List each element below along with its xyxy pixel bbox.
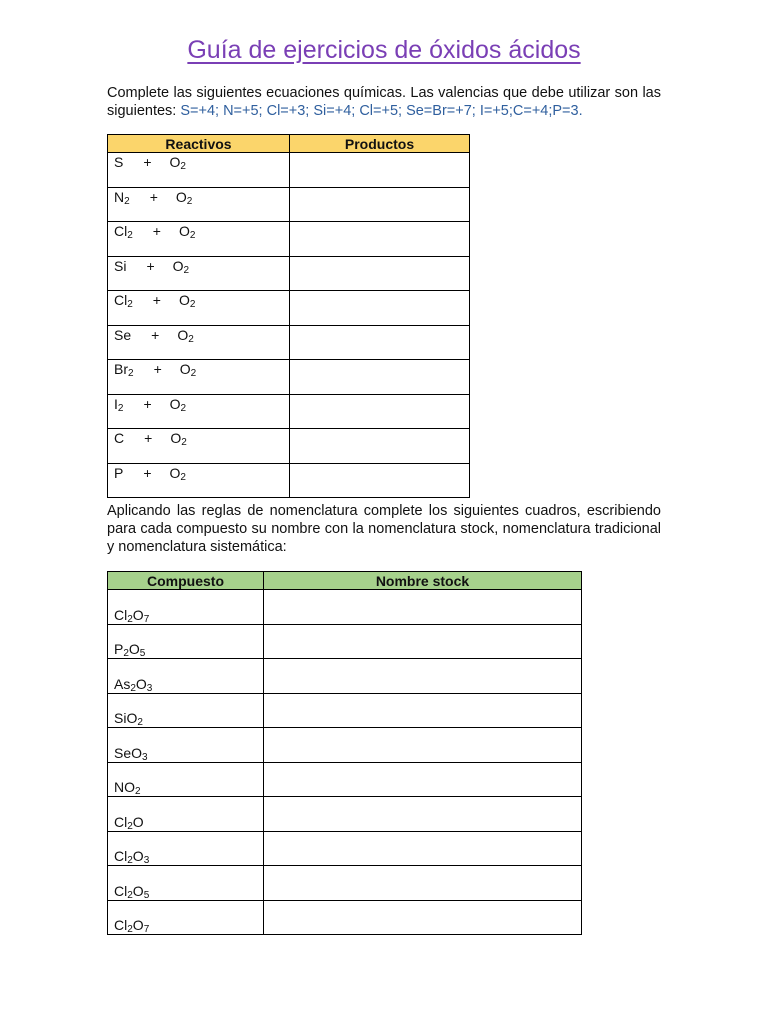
stock-name-answer-cell[interactable] bbox=[264, 866, 582, 901]
oxygen-subscript: 2 bbox=[188, 333, 194, 345]
reactant-element: I bbox=[114, 395, 118, 412]
formula-subscript: 7 bbox=[143, 613, 150, 625]
intro-paragraph bbox=[107, 84, 661, 120]
stock-name-answer-cell[interactable] bbox=[264, 762, 582, 797]
stock-name-answer-cell[interactable] bbox=[264, 659, 582, 694]
compound-row bbox=[108, 797, 582, 832]
formula-part: O bbox=[132, 882, 144, 899]
formula-part: Cl bbox=[114, 917, 128, 933]
compound-row bbox=[108, 590, 582, 625]
reactant-element: P bbox=[114, 464, 124, 481]
reactant-subscript: 2 bbox=[117, 402, 124, 414]
reaction-row bbox=[108, 394, 470, 429]
header-compuesto: Compuesto bbox=[108, 572, 264, 590]
plus-sign: + bbox=[153, 361, 162, 377]
plus-sign: + bbox=[149, 188, 158, 205]
compound-formula-cell bbox=[108, 693, 264, 728]
compound-row bbox=[108, 831, 582, 866]
formula-part: Cl bbox=[114, 882, 128, 899]
oxygen-element: O bbox=[179, 361, 191, 377]
stock-name-answer-cell[interactable] bbox=[264, 693, 582, 728]
oxygen-subscript: 2 bbox=[180, 161, 186, 172]
reactant-subscript: 2 bbox=[127, 230, 133, 241]
reaction-row bbox=[108, 360, 470, 395]
formula-subscript: 2 bbox=[127, 889, 133, 901]
product-answer-cell[interactable] bbox=[290, 222, 470, 257]
reactant-cell bbox=[108, 256, 290, 291]
reactant-element: Cl bbox=[114, 223, 128, 239]
formula-subscript: 2 bbox=[130, 682, 136, 694]
oxygen-subscript: 2 bbox=[189, 230, 196, 241]
oxygen-element: O bbox=[170, 430, 182, 446]
header-reactivos: Reactivos bbox=[108, 135, 290, 153]
product-answer-cell[interactable] bbox=[290, 394, 470, 429]
compound-formula-cell bbox=[108, 624, 264, 659]
formula-subscript: 7 bbox=[143, 924, 150, 935]
reactant-cell bbox=[108, 394, 290, 429]
formula-subscript: 2 bbox=[127, 924, 133, 935]
formula-part: O bbox=[132, 848, 144, 864]
product-answer-cell[interactable] bbox=[290, 291, 470, 326]
reactant-cell bbox=[108, 153, 290, 188]
compound-row bbox=[108, 659, 582, 694]
compound-formula-cell bbox=[108, 831, 264, 866]
formula-subscript: 2 bbox=[127, 613, 133, 625]
nomenclature-table bbox=[107, 571, 582, 935]
reaction-row bbox=[108, 291, 470, 326]
compound-row bbox=[108, 762, 582, 797]
formula-subscript: 2 bbox=[135, 786, 141, 797]
page-title: Guía de ejercicios de óxidos ácidos bbox=[187, 36, 581, 64]
oxygen-element: O bbox=[178, 292, 190, 308]
reaction-row bbox=[108, 222, 470, 257]
plus-sign: + bbox=[143, 464, 152, 481]
oxygen-element: O bbox=[178, 223, 190, 239]
compound-formula-cell bbox=[108, 590, 264, 625]
product-answer-cell[interactable] bbox=[290, 463, 470, 498]
product-answer-cell[interactable] bbox=[290, 429, 470, 464]
formula-part: P bbox=[114, 641, 124, 657]
reactant-cell bbox=[108, 463, 290, 498]
reactant-cell bbox=[108, 325, 290, 360]
reaction-row bbox=[108, 325, 470, 360]
product-answer-cell[interactable] bbox=[290, 153, 470, 188]
formula-part: O bbox=[132, 606, 144, 623]
product-answer-cell[interactable] bbox=[290, 325, 470, 360]
oxygen-subscript: 2 bbox=[181, 437, 187, 448]
oxygen-element: O bbox=[169, 395, 181, 412]
header-nombre-stock: Nombre stock bbox=[264, 572, 582, 590]
formula-part: SeO bbox=[114, 744, 143, 761]
formula-subscript: 2 bbox=[137, 717, 143, 728]
stock-name-answer-cell[interactable] bbox=[264, 590, 582, 625]
compound-row bbox=[108, 900, 582, 935]
formula-part: Cl bbox=[114, 813, 128, 830]
oxygen-subscript: 2 bbox=[180, 402, 187, 414]
reaction-row bbox=[108, 187, 470, 222]
formula-subscript: 2 bbox=[127, 855, 133, 866]
product-answer-cell[interactable] bbox=[290, 256, 470, 291]
reactions-table bbox=[107, 134, 470, 498]
plus-sign: + bbox=[143, 395, 152, 412]
oxygen-subscript: 2 bbox=[189, 299, 196, 310]
compound-row bbox=[108, 693, 582, 728]
reactant-subscript: 2 bbox=[128, 368, 134, 379]
formula-part: O bbox=[132, 813, 144, 830]
plus-sign: + bbox=[151, 326, 160, 343]
compound-row bbox=[108, 728, 582, 763]
reactant-subscript: 2 bbox=[127, 299, 133, 310]
formula-subscript: 5 bbox=[139, 648, 146, 659]
reactant-element: Br bbox=[114, 361, 128, 377]
plus-sign: + bbox=[152, 292, 161, 308]
plus-sign: + bbox=[143, 154, 152, 170]
oxygen-subscript: 2 bbox=[180, 471, 186, 483]
reactant-cell bbox=[108, 222, 290, 257]
reaction-row bbox=[108, 429, 470, 464]
formula-subscript: 3 bbox=[143, 855, 150, 866]
compound-formula-cell bbox=[108, 900, 264, 935]
reactant-cell bbox=[108, 429, 290, 464]
stock-name-answer-cell[interactable] bbox=[264, 624, 582, 659]
oxygen-element: O bbox=[172, 257, 184, 274]
intro-text: Complete las siguientes ecuaciones químicas. Las valencias que debe utilizar son las siguientes: bbox=[107, 85, 661, 119]
formula-part: NO bbox=[114, 779, 135, 795]
formula-subscript: 5 bbox=[143, 889, 150, 901]
reactant-cell bbox=[108, 187, 290, 222]
compound-formula-cell bbox=[108, 728, 264, 763]
valences-text: S=+4; N=+5; Cl=+3; Si=+4; Cl=+5; Se=Br=+7; I=+5;C=+4;P=3. bbox=[180, 103, 583, 119]
reaction-row bbox=[108, 256, 470, 291]
reactant-element: Cl bbox=[114, 292, 128, 308]
plus-sign: + bbox=[152, 223, 161, 239]
reactant-cell bbox=[108, 291, 290, 326]
formula-part: O bbox=[132, 917, 144, 933]
product-answer-cell[interactable] bbox=[290, 187, 470, 222]
nomenclature-paragraph: Aplicando las reglas de nomenclatura complete los siguientes cuadros, escribiendo para cada compuesto su nombre con la nomenclatura stock, nomenclatura tradicional y nomenclatura sistemática: bbox=[107, 503, 661, 555]
compound-formula-cell bbox=[108, 659, 264, 694]
formula-part: SiO bbox=[114, 710, 138, 726]
formula-part: Cl bbox=[114, 848, 128, 864]
plus-sign: + bbox=[144, 430, 153, 446]
compound-formula-cell bbox=[108, 797, 264, 832]
compound-row bbox=[108, 866, 582, 901]
oxygen-element: O bbox=[177, 326, 189, 343]
formula-part: O bbox=[128, 641, 140, 657]
reaction-row bbox=[108, 463, 470, 498]
reactant-subscript: 2 bbox=[124, 195, 130, 207]
reaction-row bbox=[108, 153, 470, 188]
reactant-element: S bbox=[114, 154, 124, 170]
oxygen-subscript: 2 bbox=[190, 368, 197, 379]
reactant-element: Si bbox=[114, 257, 127, 274]
formula-part: As bbox=[114, 675, 131, 692]
formula-part: O bbox=[135, 675, 147, 692]
stock-name-answer-cell[interactable] bbox=[264, 831, 582, 866]
formula-subscript: 2 bbox=[127, 820, 133, 832]
formula-subscript: 3 bbox=[142, 751, 148, 763]
stock-name-answer-cell[interactable] bbox=[264, 900, 582, 935]
oxygen-subscript: 2 bbox=[183, 264, 190, 276]
reactant-element: C bbox=[114, 430, 125, 446]
reactant-cell bbox=[108, 360, 290, 395]
reactant-element: N bbox=[114, 188, 125, 205]
header-productos: Productos bbox=[290, 135, 470, 153]
compound-row bbox=[108, 624, 582, 659]
product-answer-cell[interactable] bbox=[290, 360, 470, 395]
oxygen-element: O bbox=[169, 154, 181, 170]
compound-formula-cell bbox=[108, 762, 264, 797]
stock-name-answer-cell[interactable] bbox=[264, 797, 582, 832]
reactant-element: Se bbox=[114, 326, 132, 343]
stock-name-answer-cell[interactable] bbox=[264, 728, 582, 763]
formula-subscript: 2 bbox=[123, 648, 129, 659]
oxygen-element: O bbox=[175, 188, 187, 205]
plus-sign: + bbox=[146, 257, 155, 274]
compound-formula-cell bbox=[108, 866, 264, 901]
formula-subscript: 3 bbox=[146, 682, 153, 694]
formula-part: Cl bbox=[114, 606, 128, 623]
oxygen-element: O bbox=[169, 464, 181, 481]
oxygen-subscript: 2 bbox=[186, 195, 193, 207]
